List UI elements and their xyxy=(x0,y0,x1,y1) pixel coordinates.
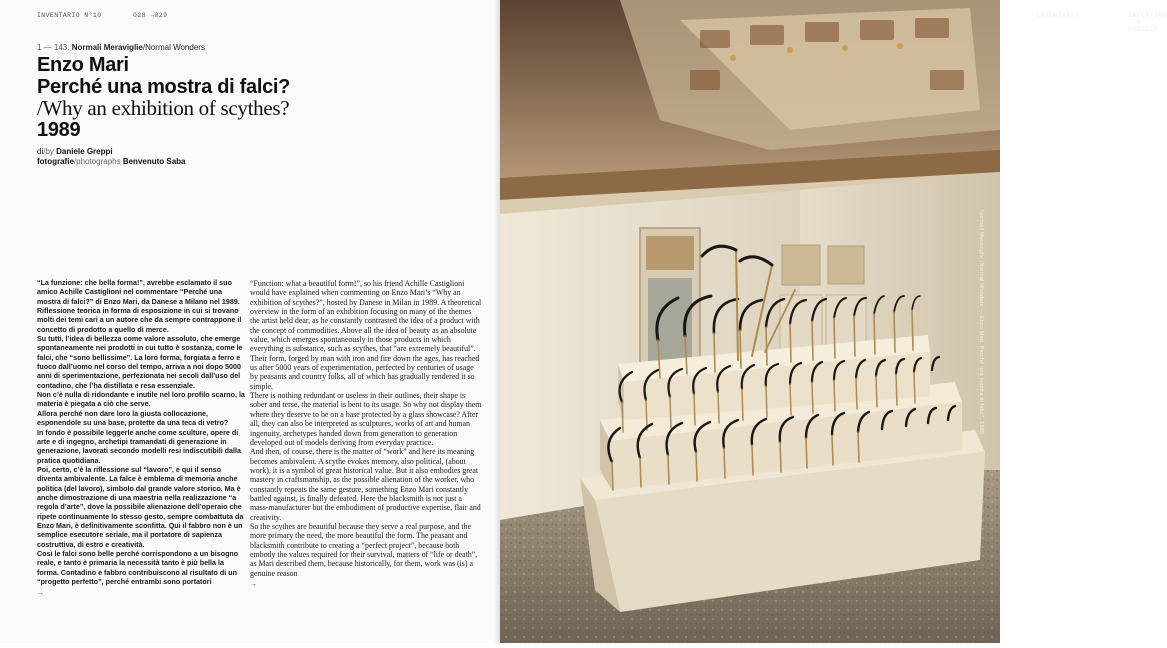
article-kicker xyxy=(37,43,205,52)
paragraph: Così le falci sono belle perché corrispondono a un bisogno reale, e tanto è primaria la necessità tanto è più bella la forma. Contadino e fabbro contribuiscono al risultato di un “progetto perfetto”, perché entrambi sono portatori xyxy=(37,549,239,586)
paragraph: There is nothing redundant or useless in their outlines, their shape is sober and terse, the material is bent to its usage. So why not display them where they deserve to be on a base protected by a glass showcase? After all, they can also be interpreted as sculptures, works of art and human ingenuity, archetypes handed down from generation to generation developed out of models deriving from everyday practice. xyxy=(250,391,482,447)
paragraph: So the scythes are beautiful because they serve a real purpose, and the more primary the need, the more beautiful the form. The peasant and blacksmith contribute to creating a “perfect project”, because both embody the values required for their survival, matters of “life or death”, as Mari described them, because historically, for them, work was (is) a genuine reason xyxy=(250,521,478,578)
continue-arrow: → xyxy=(37,590,44,598)
title-year: 1989 xyxy=(37,118,81,141)
running-head-section: INVENTING · A · PROJECT xyxy=(1128,12,1167,33)
title-italian: Perché una mostra di falci? xyxy=(37,75,291,98)
title-author: Enzo Mari xyxy=(37,54,129,76)
paragraph: “La funzione: che bella forma!”, avrebbe esclamato il suo amico Achille Castiglioni nel commentare “Perché una mostra di falci?” di Enzo Mari, da Danese a Milano nel 1989. Riflessione teorica in forma di esposizione in cui si trovano molti dei temi cari a un autore che da sempre contrappone il concetto di prodotto a quello di merce. xyxy=(37,279,242,334)
title-english: /Why an exhibition of scythes? xyxy=(37,96,290,120)
article-title xyxy=(37,55,477,141)
paragraph: Su tutti, l’idea di bellezza come valore assoluto, che emerge spontaneamente nei prodotti in cui tutto è sostanza, come le falci, che “sono bellissime”. La loro forma, forgiata a ferro e fuoco dall’uomo nel corso del tempo, arriva a noi dopo 5000 anni di sperimentazione, perfezionata nei secoli dall’uso del contadino, che l’ha distillata e resa essenziale. xyxy=(37,335,243,390)
byline: di/by Daniele Greppi xyxy=(37,147,113,156)
running-head-pages: 028 →029 xyxy=(133,12,168,19)
photo-caption: Normali Meraviglie /Normal Wonders — Enzo Mari. Perché una mostra di falci?, 1989 xyxy=(978,210,984,435)
photo-credit: fotografie/photographs Benvenuto Saba xyxy=(37,157,186,166)
left-page xyxy=(0,0,500,643)
photo-page xyxy=(500,0,1167,643)
paragraph: In fondo è possibile leggerle anche come sculture, opere di arte e di ingegno, archetipi tramandati di generazione in generazione, lavorati secondo modelli resi indiscutibili dalla pratica quotidiana. xyxy=(37,428,241,465)
body-column-english xyxy=(250,279,482,589)
paragraph: Poi, certo, c’è la riflessione sul “lavoro”, e qui il senso diventa ambivalente. La falce è emblema di memoria anche politica (del lavoro), simbolo dal grande valore storico. Ma è anche dimostrazione di una maestria nella realizzazione “a regola d’arte”, dove la possibile alienazione dell’operaio che ripete continuamente lo stesso gesto, sempre combattuta da Enzo Mari, è definitivamente sconfitta. Qui il fabbro non è un semplice esecutore seriale, ma il portatore di sapienza costruttiva, di estro e creatività. xyxy=(37,465,244,549)
kicker-english: /Normal Wonders xyxy=(142,43,205,52)
article-credits xyxy=(37,147,186,167)
author-name: Daniele Greppi xyxy=(56,147,113,156)
paragraph: Non c’è nulla di ridondante e inutile nel loro profilo scarno, la materia è piegata a ciò che serve. xyxy=(37,391,245,409)
kicker-italian: Normali Meraviglie xyxy=(71,43,143,52)
photographer-name: Benvenuto Saba xyxy=(122,157,186,166)
paragraph: Allora perché non dare loro la giusta collocazione, esponendole su una base, protette da una teca di vetro? xyxy=(37,409,229,428)
running-head-issue: INVENTARIO N°10 xyxy=(37,12,102,19)
body-column-italian xyxy=(37,279,245,599)
continue-arrow: → xyxy=(250,580,257,588)
running-head-magazine: INVENTARIO xyxy=(1036,12,1080,19)
exhibition-photo xyxy=(500,0,1000,643)
paragraph: “Function: what a beautiful form!”, so his friend Achille Castiglioni would have explained when commenting on Enzo Mari’s “Why an exhibition of scythes?”, hosted by Danese in Milan in 1989. A theoretical overview in the form of an exhibition focusing on many of the themes the artist held dear, as he constantly contrasted the idea of a product with the concept of commodities. Above all the idea of beauty as an absolute value, which emerges spontaneously in those products in which everything is substance, such as scythes, that “are extremely beautiful”. Their form, forged by man with iron and fire down the ages, has reached us after 5000 years of experimentation, perfected by centuries of usage by peasants and country folks, all of which has gradually rendered it so simple. xyxy=(250,279,482,391)
kicker-number: 1 — 143. xyxy=(37,43,70,52)
paragraph: And then, of course, there is the matter of “work” and here its meaning becomes ambivalent. A scythe evokes memory, also political, (about work), it is a symbol of great historical value. But it also embodies great mastery in craftsmanship, as the possible alienation of the worker, who constantly repeats the same gesture, something Enzo Mari constantly battled against, is finally defeated. Here the blacksmith is not just a mass-manufacturer but the embodiment of productive expertise, flair and creativity. xyxy=(250,447,481,522)
